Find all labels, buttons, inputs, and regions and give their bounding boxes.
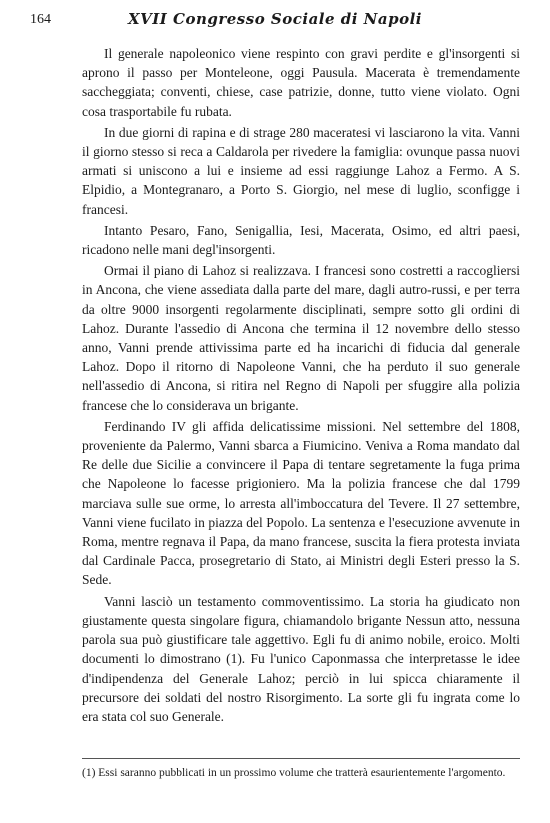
page-number: 164 <box>30 12 51 27</box>
footnote: (1) Essi saranno pubblicati in un prossimo volume che tratterà esaurientemente l'argomento. <box>82 767 506 779</box>
paragraph: Vanni lasciò un testamento commoventissimo. La storia ha giudicato non giustamente questa singolare figura, chiamandolo brigante Nessun atto, nessuna parola sua può giustificare tale aggettivo. Egli fu di animo nobile, eroico. Molti documenti lo dimostrano (1). Fu l'unico Caponmassa che interpretasse le idee d'indipendenza del Generale Lahoz; perciò in lui spicca chiaramente il precursore dei soldati del nostro Risorgimento. La sorte gli fu ingrata come lo era stata col suo Generale. <box>82 593 520 724</box>
running-title: XVII Congresso Sociale di Napoli <box>127 10 422 28</box>
page-header <box>0 10 550 34</box>
body-text <box>82 44 520 728</box>
footnote-divider <box>82 758 520 759</box>
paragraph: In due giorni di rapina e di strage 280 maceratesi vi lasciarono la vita. Vanni il giorno stesso si reca a Caldarola per rivedere la famiglia: ovunque passa nuovi armati si uniscono a lui e insieme ad essi raggiunge Lahoz a Fermo. A S. Elpidio, a Montegranaro, a Porto S. Giorgio, nel mese di luglio, sconfigge i francesi. <box>82 124 520 217</box>
paragraph: Ferdinando IV gli affida delicatissime missioni. Nel settembre del 1808, proveniente da Palermo, Vanni sbarca a Fiumicino. Veniva a Roma mandato dal Re delle due Sicilie a convincere il Papa di tentare segretamente la fuga prima che Napoleone lo facesse prigioniero. Ma la polizia francese che dal 1799 marciava sulle sue orme, lo arresta all'imboccatura del Tevere. Il 27 settembre, Vanni viene fucilato in piazza del Popolo. La sentenza e l'esecuzione avvenute in Roma, mentre regnava il Papa, da mano francese, suscita la fiera protesta inviata dal Cardinale Pacca, prosegretario di Stato, ai Ministri degli Esteri presso la S. Sede. <box>82 418 520 588</box>
paragraph: Ormai il piano di Lahoz si realizzava. I francesi sono costretti a raccogliersi in Ancona, che viene assediata dalla parte del mare, dagli autro-russi, e per terra da oltre 9000 insorgenti regolarmente disciplinati, sempre sotto gli ordini di Lahoz. Durante l'assedio di Ancona che termina il 12 novembre dello stesso anno, Vanni prende attivissima parte ed ha incarichi di fiducia dal generale Lahoz. Dopo il ritorno di Napoleone Vanni, che ha perduto il suo generale nell'assedio di Ancona, si ritira nel Regno di Napoli per sfuggire alla polizia francese che lo considerava un brigante. <box>82 263 520 413</box>
paragraph: Intanto Pesaro, Fano, Senigallia, Iesi, Macerata, Osimo, ed altri paesi, ricadono nelle mani degl'insorgenti. <box>82 222 520 258</box>
paragraph: Il generale napoleonico viene respinto con gravi perdite e gl'insorgenti si aprono il passo per Monteleone, oggi Pausula. Macerata è tremendamente saccheggiata; conventi, chiese, case patrizie, donne, tutto viene violato. Ogni cosa trasportabile fu rubata. <box>82 46 520 119</box>
